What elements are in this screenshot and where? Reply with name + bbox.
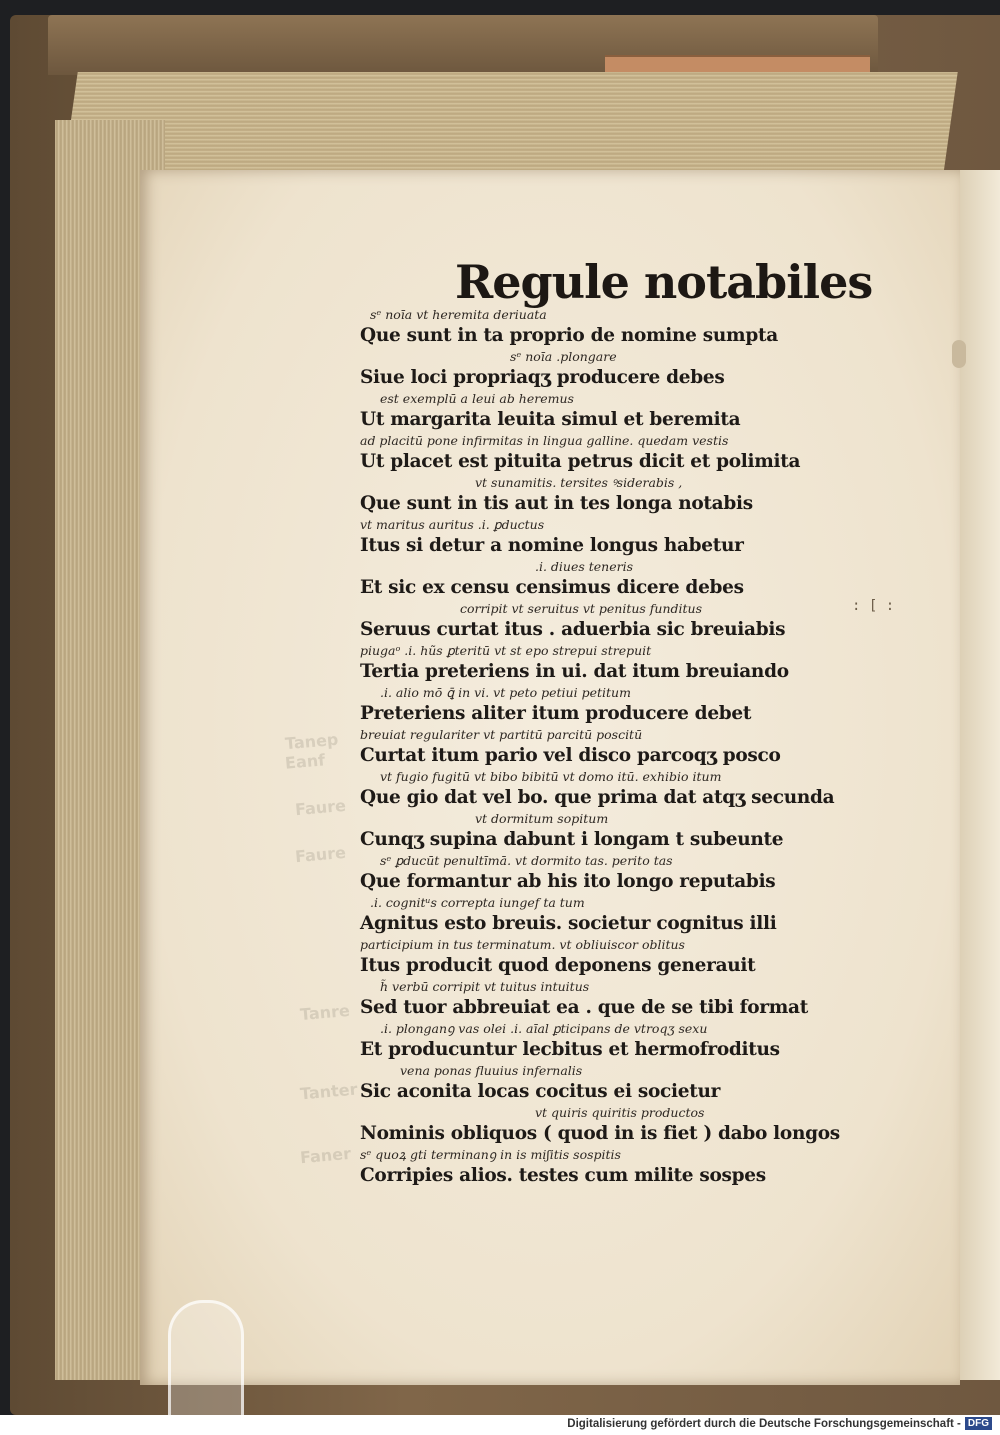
gloss-line: piugaᵒ .i. hũs ꝑteritū vt st epo strepui strepuit (360, 643, 652, 658)
verse-line: Siue loci propriaqʒ producere debes (360, 367, 725, 388)
verse-line: Nominis obliquos ( quod in is fiet ) dabo longos (360, 1123, 840, 1144)
bleed-through-text: Tanter (299, 1079, 359, 1104)
gloss-line: sᵉ noīa .plongare (510, 349, 617, 364)
verse-line: Cunqʒ supina dabunt i longam t subeunte (360, 829, 784, 850)
verse-line: Tertia preteriens in ui. dat itum breuiando (360, 661, 789, 682)
page-fold-mark (952, 340, 966, 368)
bleed-through-text: Faure (294, 795, 347, 820)
gloss-line: .i. cognitᵘs correpta iungef ta tum (370, 895, 585, 910)
verse-line: Que sunt in tis aut in tes longa notabis (360, 493, 753, 514)
gloss-line: h̃ verbū corripit vt tuitus intuitus (380, 979, 590, 994)
bleed-through-text: Tanep (284, 729, 340, 754)
footer-text: Digitalisierung gefördert durch die Deutsche Forschungsgemeinschaft - (567, 1418, 961, 1430)
gloss-line: vt sunamitis. tersites ꝰsiderabis , (475, 475, 683, 490)
gloss-line: .i. alio mō ꝗ̄ in vi. vt peto petiui petitum (380, 685, 631, 700)
gloss-line: corripit vt seruitus vt penitus funditus (460, 601, 703, 616)
dfg-logo: DFG (965, 1417, 992, 1430)
gloss-line: .i. plonganꝯ vas olei .i. aīal ꝑticipans de vtroqʒ sexu (380, 1021, 708, 1036)
facing-page-edge (960, 170, 1000, 1380)
verse-line: Et producuntur lecbitus et hermofroditus (360, 1039, 780, 1060)
verse-line: Et sic ex censu censimus dicere debes (360, 577, 744, 598)
footer (0, 1415, 1000, 1435)
verse-line: Sed tuor abbreuiat ea . que de se tibi format (360, 997, 808, 1018)
page-clip (168, 1300, 244, 1426)
verse-line: Que formantur ab his ito longo reputabis (360, 871, 776, 892)
verse-line: Que sunt in ta proprio de nomine sumpta (360, 325, 778, 346)
verse-line: Agnitus esto breuis. societur cognitus illi (360, 913, 777, 934)
gloss-line: sᵉ noīa vt heremita deriuata (370, 307, 547, 322)
gloss-line: vena ponas fluuius infernalis (400, 1063, 583, 1078)
verse-line: Itus producit quod deponens generauit (360, 955, 756, 976)
gloss-line: .i. diues teneris (535, 559, 634, 574)
bleed-through-text: Faner (299, 1143, 352, 1168)
verse-line: Ut margarita leuita simul et beremita (360, 409, 741, 430)
page-edges-top (62, 72, 957, 182)
verse-line: Itus si detur a nomine longus habetur (360, 535, 744, 556)
gloss-line: vt maritus auritus .i. ꝑductus (360, 517, 545, 532)
bleed-through-text: Tanre (299, 1000, 351, 1025)
gloss-line: vt quiris quiritis productos (535, 1105, 705, 1120)
verse-line: Curtat itum pario vel disco parcoqʒ posco (360, 745, 781, 766)
page-title: Regule notabiles (455, 255, 873, 309)
bleed-through-text: Faure (294, 842, 347, 867)
verse-line: Preteriens aliter itum producere debet (360, 703, 752, 724)
bleed-through-text: Eanf (284, 750, 326, 773)
text-block (360, 306, 840, 1188)
margin-mark: : [ : (852, 598, 895, 614)
gloss-line: vt dormitum sopitum (475, 811, 609, 826)
gloss-line: sᵉ quoꝝ gti terminanꝯ in is miʃitis sospitis (360, 1147, 621, 1162)
gloss-line: sᵉ ꝑducūt penultīmā. vt dormito tas. perito tas (380, 853, 673, 868)
gloss-line: participium in tus terminatum. vt obliuiscor oblitus (360, 937, 685, 952)
verse-line: Sic aconita locas cocitus ei societur (360, 1081, 721, 1102)
verse-line: Que gio dat vel bo. que prima dat atqʒ secunda (360, 787, 835, 808)
gloss-line: ad placitū pone infirmitas in lingua galline. quedam vestis (360, 433, 729, 448)
verse-line: Seruus curtat itus . aduerbia sic breuiabis (360, 619, 786, 640)
gloss-line: vt fugio fugitū vt bibo bibitū vt domo itū. exhibio itum (380, 769, 722, 784)
gloss-line: est exemplū a leui ab heremus (380, 391, 574, 406)
verse-line: Corripies alios. testes cum milite sospes (360, 1165, 766, 1186)
verse-line: Ut placet est pituita petrus dicit et polimita (360, 451, 801, 472)
gloss-line: breuiat regulariter vt partitū parcitū poscitū (360, 727, 643, 742)
